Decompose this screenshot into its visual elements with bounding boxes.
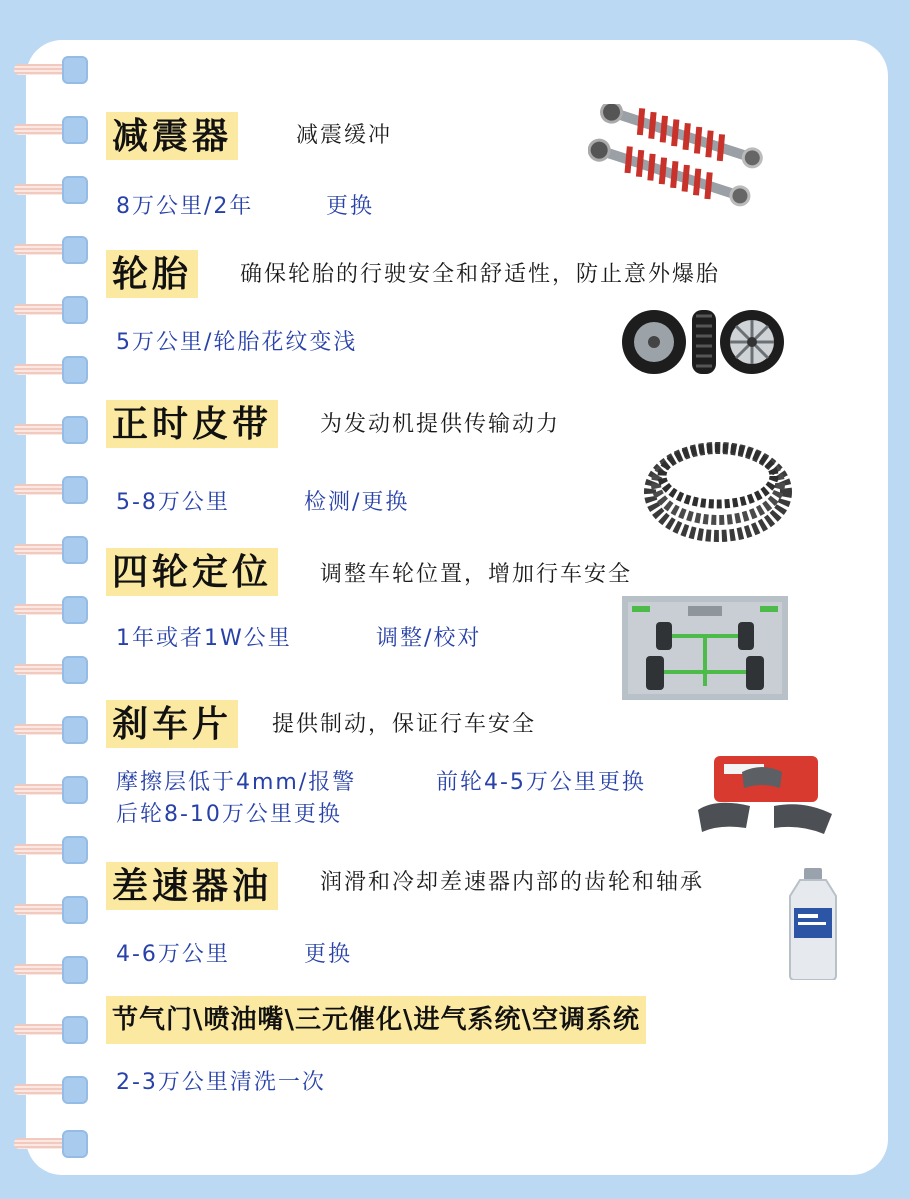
binding-ring <box>14 1076 90 1104</box>
section-info: 检测/更换 <box>304 490 410 515</box>
tires-image <box>622 304 786 380</box>
section-info: 1年或者1W公里 <box>116 626 292 651</box>
binding-ring <box>14 656 90 684</box>
binding-ring <box>14 896 90 924</box>
section-info: 后轮8-10万公里更换 <box>116 802 342 827</box>
binding-ring <box>14 716 90 744</box>
section-info: 5万公里/轮胎花纹变浅 <box>116 330 358 355</box>
binding-ring <box>14 356 90 384</box>
binding-ring <box>14 1016 90 1044</box>
section-title: 刹车片 <box>106 700 238 748</box>
section-info: 更换 <box>326 194 375 219</box>
section-info: 4-6万公里 <box>116 942 230 967</box>
section-info: 8万公里/2年 <box>116 194 254 219</box>
section-title: 节气门\喷油嘴\三元催化\进气系统\空调系统 <box>106 996 646 1044</box>
section-title: 正时皮带 <box>106 400 278 448</box>
binding-ring <box>14 56 90 84</box>
binding-ring <box>14 956 90 984</box>
section-desc: 提供制动，保证行车安全 <box>272 712 537 737</box>
binding-ring <box>14 776 90 804</box>
section-info: 更换 <box>304 942 353 967</box>
binding-ring <box>14 176 90 204</box>
section-desc: 减震缓冲 <box>296 123 393 148</box>
section-desc: 确保轮胎的行驶安全和舒适性，防止意外爆胎 <box>240 262 721 287</box>
binding-ring <box>14 476 90 504</box>
binding-ring <box>14 596 90 624</box>
section-info: 2-3万公里清洗一次 <box>116 1070 326 1095</box>
oil-bottle-image <box>784 868 842 980</box>
section-desc: 调整车轮位置，增加行车安全 <box>320 562 633 587</box>
section-title: 差速器油 <box>106 862 278 910</box>
binding-ring <box>14 836 90 864</box>
binding-ring <box>14 116 90 144</box>
section-desc: 润滑和冷却差速器内部的齿轮和轴承 <box>320 870 705 895</box>
binding-ring <box>14 536 90 564</box>
binding-ring <box>14 296 90 324</box>
wheel-alignment-image <box>622 596 788 700</box>
section-info: 5-8万公里 <box>116 490 230 515</box>
binding-ring <box>14 236 90 264</box>
section-info: 调整/校对 <box>376 626 482 651</box>
shock-absorber-image <box>588 104 768 216</box>
section-info: 摩擦层低于4mm/报警 <box>116 770 357 795</box>
binding-ring <box>14 416 90 444</box>
section-desc: 为发动机提供传输动力 <box>320 412 561 437</box>
section-title: 轮胎 <box>106 250 198 298</box>
brake-pads-image <box>694 752 838 846</box>
section-info: 前轮4-5万公里更换 <box>436 770 646 795</box>
binding-ring <box>14 1130 90 1158</box>
section-title: 减震器 <box>106 112 238 160</box>
timing-belt-image <box>642 436 794 548</box>
section-title: 四轮定位 <box>106 548 278 596</box>
